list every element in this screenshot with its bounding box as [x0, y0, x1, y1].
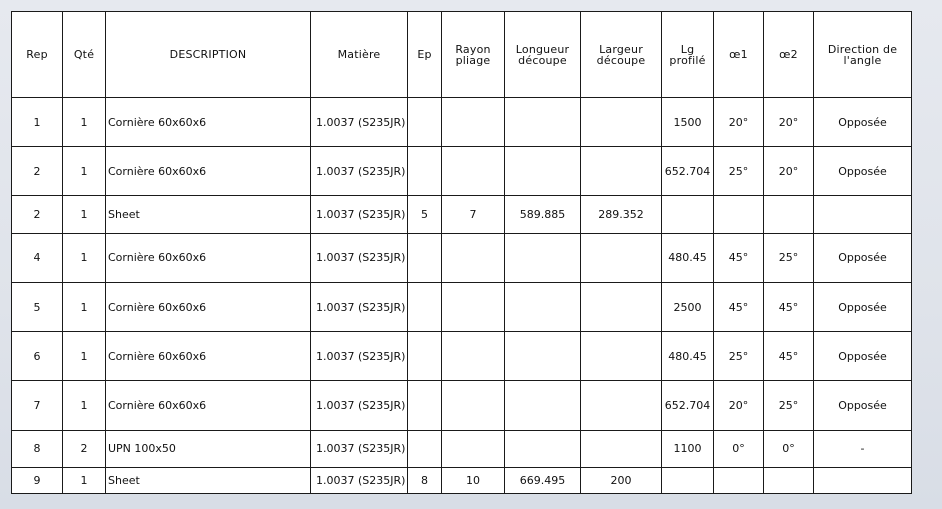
cell-ep[interactable] [408, 147, 442, 196]
column-header-rep[interactable]: Rep [12, 12, 63, 98]
cell-angle-1[interactable]: 45° [714, 282, 764, 331]
cell-qte[interactable]: 1 [63, 381, 106, 430]
cell-angle-1[interactable]: 20° [714, 381, 764, 430]
cell-longueur-decoupe[interactable]: 669.495 [505, 467, 581, 493]
table-row[interactable] [12, 430, 912, 467]
cell-description[interactable]: Cornière 60x60x6 [106, 332, 311, 381]
cell-ep[interactable]: 8 [408, 467, 442, 493]
cell-matiere[interactable]: 1.0037 (S235JR) [311, 467, 408, 493]
table-row[interactable] [12, 233, 912, 282]
cell-largeur-decoupe[interactable] [581, 381, 662, 430]
table-row[interactable] [12, 147, 912, 196]
cell-description[interactable]: Cornière 60x60x6 [106, 233, 311, 282]
cell-ep[interactable] [408, 381, 442, 430]
cell-rep[interactable]: 7 [12, 381, 63, 430]
table-row[interactable] [12, 467, 912, 493]
cell-description[interactable]: Cornière 60x60x6 [106, 147, 311, 196]
bom-table [11, 11, 912, 494]
cell-angle-1[interactable] [714, 467, 764, 493]
table-row[interactable] [12, 282, 912, 331]
cell-direction[interactable]: Opposée [814, 282, 912, 331]
cell-direction[interactable]: Opposée [814, 332, 912, 381]
cell-angle-2[interactable]: 20° [764, 147, 814, 196]
cell-angle-1[interactable]: 45° [714, 233, 764, 282]
cell-matiere[interactable]: 1.0037 (S235JR) [311, 98, 408, 147]
column-header-matiere[interactable]: Matière [311, 12, 408, 98]
column-header-angle-2[interactable]: œ2 [764, 12, 814, 98]
cell-lg-profile[interactable]: 480.45 [662, 233, 714, 282]
cell-ep[interactable] [408, 98, 442, 147]
cell-lg-profile[interactable]: 652.704 [662, 381, 714, 430]
cell-description[interactable]: Cornière 60x60x6 [106, 381, 311, 430]
column-header-longueur-decoupe[interactable]: Longueur découpe [505, 12, 581, 98]
column-header-largeur-decoupe[interactable]: Largeur découpe [581, 12, 662, 98]
cell-angle-2[interactable]: 25° [764, 381, 814, 430]
cell-description[interactable]: Sheet [106, 196, 311, 233]
cell-largeur-decoupe[interactable] [581, 430, 662, 467]
cell-rep[interactable]: 8 [12, 430, 63, 467]
cell-qte[interactable]: 1 [63, 332, 106, 381]
cell-direction[interactable]: Opposée [814, 381, 912, 430]
column-header-direction[interactable]: Direction de l'angle [814, 12, 912, 98]
cell-lg-profile[interactable]: 2500 [662, 282, 714, 331]
cell-longueur-decoupe[interactable] [505, 381, 581, 430]
cell-angle-1[interactable]: 25° [714, 332, 764, 381]
table-row[interactable] [12, 196, 912, 233]
column-header-ep[interactable]: Ep [408, 12, 442, 98]
cell-angle-1[interactable]: 25° [714, 147, 764, 196]
cell-largeur-decoupe[interactable]: 289.352 [581, 196, 662, 233]
cell-angle-2[interactable]: 0° [764, 430, 814, 467]
column-header-angle-1[interactable]: œ1 [714, 12, 764, 98]
cell-largeur-decoupe[interactable]: 200 [581, 467, 662, 493]
table-header-row [12, 12, 912, 98]
cell-rayon-pliage[interactable] [442, 430, 505, 467]
bom-sheet [11, 11, 911, 494]
cell-lg-profile[interactable]: 652.704 [662, 147, 714, 196]
cell-description[interactable]: UPN 100x50 [106, 430, 311, 467]
cell-qte[interactable]: 1 [63, 467, 106, 493]
cell-largeur-decoupe[interactable] [581, 282, 662, 331]
cell-qte[interactable]: 1 [63, 147, 106, 196]
cell-direction[interactable]: - [814, 430, 912, 467]
cell-rep[interactable]: 2 [12, 196, 63, 233]
cell-lg-profile[interactable] [662, 467, 714, 493]
cell-ep[interactable] [408, 430, 442, 467]
cell-qte[interactable]: 1 [63, 233, 106, 282]
cell-angle-1[interactable]: 20° [714, 98, 764, 147]
cell-rep[interactable]: 1 [12, 98, 63, 147]
cell-longueur-decoupe[interactable] [505, 147, 581, 196]
cell-qte[interactable]: 1 [63, 98, 106, 147]
cell-rayon-pliage[interactable] [442, 98, 505, 147]
cell-largeur-decoupe[interactable] [581, 332, 662, 381]
cell-rayon-pliage[interactable] [442, 147, 505, 196]
cell-angle-2[interactable]: 25° [764, 233, 814, 282]
column-header-qte[interactable]: Qté [63, 12, 106, 98]
cell-qte[interactable]: 1 [63, 282, 106, 331]
cell-description[interactable]: Cornière 60x60x6 [106, 282, 311, 331]
cell-matiere[interactable]: 1.0037 (S235JR) [311, 196, 408, 233]
cell-direction[interactable] [814, 196, 912, 233]
cell-matiere[interactable]: 1.0037 (S235JR) [311, 282, 408, 331]
cell-rep[interactable]: 6 [12, 332, 63, 381]
cell-angle-2[interactable]: 20° [764, 98, 814, 147]
cell-rep[interactable]: 4 [12, 233, 63, 282]
cell-longueur-decoupe[interactable] [505, 332, 581, 381]
cell-rayon-pliage[interactable] [442, 233, 505, 282]
cell-longueur-decoupe[interactable] [505, 430, 581, 467]
table-row[interactable] [12, 381, 912, 430]
cell-ep[interactable] [408, 332, 442, 381]
cell-angle-2[interactable] [764, 467, 814, 493]
cell-direction[interactable] [814, 467, 912, 493]
cell-rep[interactable]: 2 [12, 147, 63, 196]
cell-longueur-decoupe[interactable]: 589.885 [505, 196, 581, 233]
cell-matiere[interactable]: 1.0037 (S235JR) [311, 332, 408, 381]
cell-rep[interactable]: 5 [12, 282, 63, 331]
cell-matiere[interactable]: 1.0037 (S235JR) [311, 381, 408, 430]
cell-angle-2[interactable]: 45° [764, 332, 814, 381]
cell-description[interactable]: Sheet [106, 467, 311, 493]
cell-lg-profile[interactable]: 1500 [662, 98, 714, 147]
cell-angle-2[interactable] [764, 196, 814, 233]
cell-matiere[interactable]: 1.0037 (S235JR) [311, 147, 408, 196]
cell-ep[interactable] [408, 233, 442, 282]
cell-ep[interactable] [408, 282, 442, 331]
table-row[interactable] [12, 332, 912, 381]
cell-direction[interactable]: Opposée [814, 233, 912, 282]
cell-rep[interactable]: 9 [12, 467, 63, 493]
cell-qte[interactable]: 2 [63, 430, 106, 467]
cell-largeur-decoupe[interactable] [581, 98, 662, 147]
column-header-description[interactable]: DESCRIPTION [106, 12, 311, 98]
cell-lg-profile[interactable]: 1100 [662, 430, 714, 467]
cell-largeur-decoupe[interactable] [581, 147, 662, 196]
cell-description[interactable]: Cornière 60x60x6 [106, 98, 311, 147]
cell-longueur-decoupe[interactable] [505, 282, 581, 331]
cell-matiere[interactable]: 1.0037 (S235JR) [311, 233, 408, 282]
cell-longueur-decoupe[interactable] [505, 233, 581, 282]
column-header-rayon-pliage[interactable]: Rayon pliage [442, 12, 505, 98]
cell-direction[interactable]: Opposée [814, 147, 912, 196]
cell-angle-1[interactable] [714, 196, 764, 233]
cell-lg-profile[interactable] [662, 196, 714, 233]
cell-qte[interactable]: 1 [63, 196, 106, 233]
cell-matiere[interactable]: 1.0037 (S235JR) [311, 430, 408, 467]
column-header-lg-profile[interactable]: Lg profilé [662, 12, 714, 98]
cell-angle-2[interactable]: 45° [764, 282, 814, 331]
cell-rayon-pliage[interactable] [442, 282, 505, 331]
cell-rayon-pliage[interactable] [442, 332, 505, 381]
cell-angle-1[interactable]: 0° [714, 430, 764, 467]
cell-direction[interactable]: Opposée [814, 98, 912, 147]
cell-rayon-pliage[interactable] [442, 381, 505, 430]
cell-longueur-decoupe[interactable] [505, 98, 581, 147]
cell-rayon-pliage[interactable]: 7 [442, 196, 505, 233]
table-row[interactable] [12, 98, 912, 147]
cell-rayon-pliage[interactable]: 10 [442, 467, 505, 493]
cell-ep[interactable]: 5 [408, 196, 442, 233]
cell-lg-profile[interactable]: 480.45 [662, 332, 714, 381]
cell-largeur-decoupe[interactable] [581, 233, 662, 282]
